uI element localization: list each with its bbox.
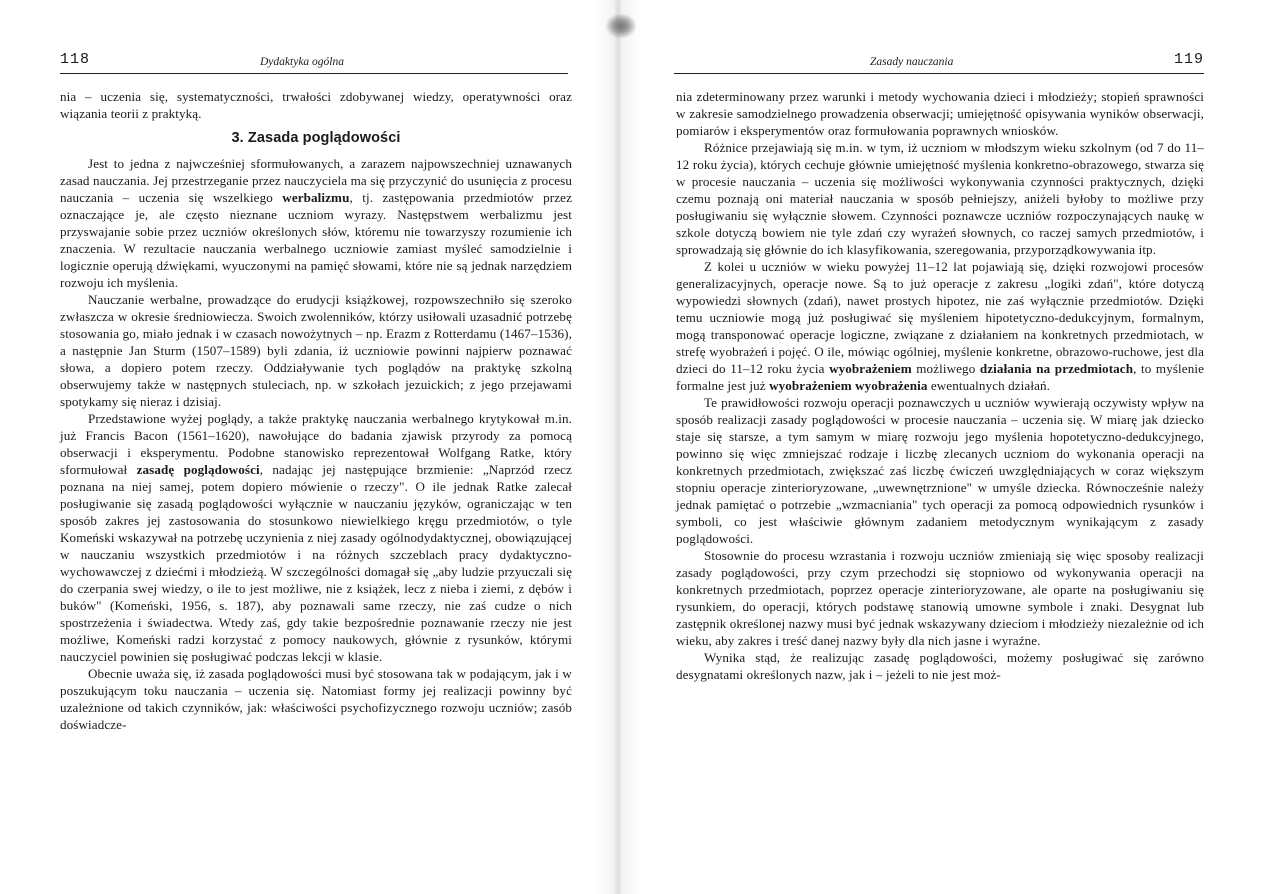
- bold-term: działania na przedmiotach: [979, 361, 1134, 376]
- bold-term: wyobrażeniem: [829, 361, 912, 376]
- paragraph: Jest to jedna z najwcześniej sformułowanych, a zarazem najpowszechniej uznawanych zasad nauczania. Jej przestrzeganie przez nauczyciela ma się przyczynić do usunięcia z procesu nauczania – uczenia się wszelkiego werbalizmu, tj. zastępowania przedmiotów przez oznaczające je, ale często nieznane uczniom wyrazy. Następstwem werbalizmu jest przyswajanie sobie przez uczniów określonych słów, któremu nie towarzyszy rozumienie ich znaczenia. W rezultacie nauczania werbalnego uczniowie zamiast myśleć samodzielnie i logicznie operują dźwiękami, wyuczonymi na pamięć słowami, które nie są jednak narzędziem rozwoju ich myślenia.: [60, 156, 572, 290]
- paragraph: Nauczanie werbalne, prowadzące do erudycji książkowej, rozpowszechniło się szeroko zwłaszcza w okresie średniowiecza. Swoich zwolenników, którzy usiłowali uzasadnić potrzebę stosowania go, miało jednak i w czasach nowożytnych – np. Erazm z Rotterdamu (1467–1536), a następnie Jan Sturm (1507–1589) byli zdania, iż uczniowie powinni najpierw poznawać słowa, a dopiero potem rzeczy. Oddziaływanie tych poglądów na praktykę szkolną obserwujemy także w następnych stuleciach, np. w szkołach jezuickich; z jego przejawami spotykamy się nieraz i dzisiaj.: [60, 292, 572, 409]
- right-page-header: [674, 51, 1204, 74]
- right-page-body: [676, 88, 1204, 683]
- paragraph: Obecnie uważa się, iż zasada poglądowości musi być stosowana tak w podającym, jak i w poszukującym toku nauczania – uczenia się. Natomiast formy jej realizacji powinny być uzależnione od takich czynników, jak: właściwości psychofizycznego rozwoju uczniów; zasób doświadcze-: [60, 666, 572, 732]
- bold-term: werbalizmu: [282, 190, 350, 205]
- right-page: [640, 0, 1262, 894]
- left-page-header: [60, 51, 568, 74]
- left-page-body: [60, 88, 572, 733]
- paragraph: nia – uczenia się, systematyczności, trwałości zdobywanej wiedzy, operatywności oraz wiązania teorii z praktyką.: [60, 89, 572, 121]
- paragraph: Te prawidłowości rozwoju operacji poznawczych u uczniów wywierają oczywisty wpływ na sposób realizacji zasady poglądowości w procesie nauczania – uczenia się. W miarę jak dziecko staje się starsze, a tym samym w miarę rozwoju jego myślenia hopotetyczno-dedukcyjnego, powinno się więc zmniejszać rodzaje i liczbę zlecanych uczniom do wykonania operacji na konkretnych przedmiotach, zwiększać zaś liczbę ćwiczeń uwzględniających w coraz większym stopniu operacje zinterioryzowane, „uwewnętrznione" w umyśle dziecka. Równocześnie należy jednak pamiętać o potrzebie „wzmacniania" tych operacji za pomocą odpowiednich rysunków i symboli, co jest właściwie głównym zadaniem metodycznym wynikającym z zasady poglądowości.: [676, 395, 1204, 546]
- running-head: Dydaktyka ogólna: [260, 56, 344, 68]
- page-number: 119: [1173, 51, 1204, 68]
- scan-smudge: [606, 14, 636, 38]
- page-number: 118: [60, 51, 91, 68]
- paragraph: Różnice przejawiają się m.in. w tym, iż uczniom w młodszym wieku szkolnym (od 7 do 11–12 roku życia), których cechuje głównie umiejętność myślenia konkretno-obrazowego, stwarza się w procesie nauczania – uczenia się możliwości wykonywania czynności praktycznych, dzięki czemu poznają oni materiał nauczania w sposób pełniejszy, aniżeli byłoby to możliwe przy posługiwaniu się wyłącznie słowem. Czynności poznawcze uczniów rozpoczynających naukę w szkole dotyczą bowiem nie tyle zdań czy wyrażeń słownych, co raczej samych przedmiotów, i sprowadzają się głównie do ich klasyfikowania, szeregowania, przyporządkowywania itp.: [676, 140, 1204, 257]
- paragraph: Przedstawione wyżej poglądy, a także praktykę nauczania werbalnego krytykował m.in. już Francis Bacon (1561–1620), nawołujące do badania zjawisk przyrody za pomocą obserwacji i eksperymentu. Podobne stanowisko reprezentował Wolfgang Ratke, który sformułował zasadę poglądowości, nadając jej następujące brzmienie: „Naprzód rzecz poznana na niej samej, potem dopiero mówienie o rzeczy". O ile jednak Ratke zalecał posługiwanie się zasadą poglądowości wyłącznie w nauczaniu języków, ograniczając w ten sposób zakres jej zastosowania do stosunkowo niewielkiego kręgu przedmiotów, o tyle Komeński wskazywał na potrzebę uczynienia z niej zasady ogólnodydaktycznej, obowiązującej w nauczaniu wszystkich przedmiotów i na różnych szczeblach pracy dydaktyczno-wychowawczej z dziećmi i młodzieżą. W szczególności domagał się „aby ludzie przyuczali się do czerpania swej wiedzy, o ile to jest możliwe, nie z książek, lecz z nieba i ziemi, z dębów i buków" (Komeński, 1956, s. 187), aby poznawali same rzeczy, nie zaś cudze o nich spostrzeżenia i świadectwa. Wtedy zaś, gdy takie bezpośrednie poznawanie rzeczy nie jest możliwe, Komeński radzi korzystać z pomocy naukowych, głównie z rysunków, którymi nauczyciel powinien się posługiwać podczas lekcji w klasie.: [60, 411, 572, 664]
- paragraph: Z kolei u uczniów w wieku powyżej 11–12 lat pojawiają się, dzięki rozwojowi procesów generalizacyjnych, operacje nowe. Są to już operacje z zakresu „logiki zdań", które dotyczą wypowiedzi słownych (zdań), nawet prostych hipotez, nie zaś wyłącznie przedmiotów. Dzięki temu uczniowie mogą już posługiwać się myśleniem hipotetyczno-dedukcyjnym, formalnym, mogą transponować operacje logiczne, związane z działaniem na konkretnych przedmiotach, w strefę wyobrażeń i pojęć. O ile, mówiąc ogólniej, myślenie konkretne, obrazowo-ruchowe, jest dla dzieci do 11–12 roku życia wyobrażeniem możliwego działania na przedmiotach, to myślenie formalne jest już wyobrażeniem wyobrażenia ewentualnych działań.: [676, 259, 1205, 393]
- paragraph: nia zdeterminowany przez warunki i metody wychowania dzieci i młodzieży; stopień sprawności w zakresie samodzielnego prowadzenia obserwacji; umiejętność opisywania wyników obserwacji, pomiarów i eksperymentów oraz formułowania poprawnych wniosków.: [676, 89, 1204, 138]
- bold-term: zasadę poglądowości: [136, 462, 260, 477]
- running-head: Zasady nauczania: [870, 56, 954, 68]
- section-heading: 3. Zasada poglądowości: [231, 130, 401, 146]
- left-page: [0, 0, 600, 894]
- paragraph: Stosownie do procesu wzrastania i rozwoju uczniów zmieniają się więc sposoby realizacji zasady poglądowości, przy czym przechodzi się stopniowo od wykonywania operacji na konkretnych przedmiotach, poprzez operacje zinterioryzowane, ale oparte na posługiwaniu się rysunkiem, do operacji, których podstawę stanowią umowne symbole i znaki. Desygnat lub zastępnik określonej nazwy musi być jednak wskazywany dzieciom i młodzieży niezależnie od ich wieku, aby zakres i treść danej nazwy były dla nich jasne i wyraźne.: [676, 548, 1204, 648]
- book-gutter: [596, 0, 640, 894]
- paragraph: Wynika stąd, że realizując zasadę poglądowości, możemy posługiwać się zarówno desygnatami określonych nazw, jak i – jeżeli to nie jest moż-: [676, 650, 1204, 682]
- bold-term: wyobrażeniem wyobrażenia: [769, 378, 928, 393]
